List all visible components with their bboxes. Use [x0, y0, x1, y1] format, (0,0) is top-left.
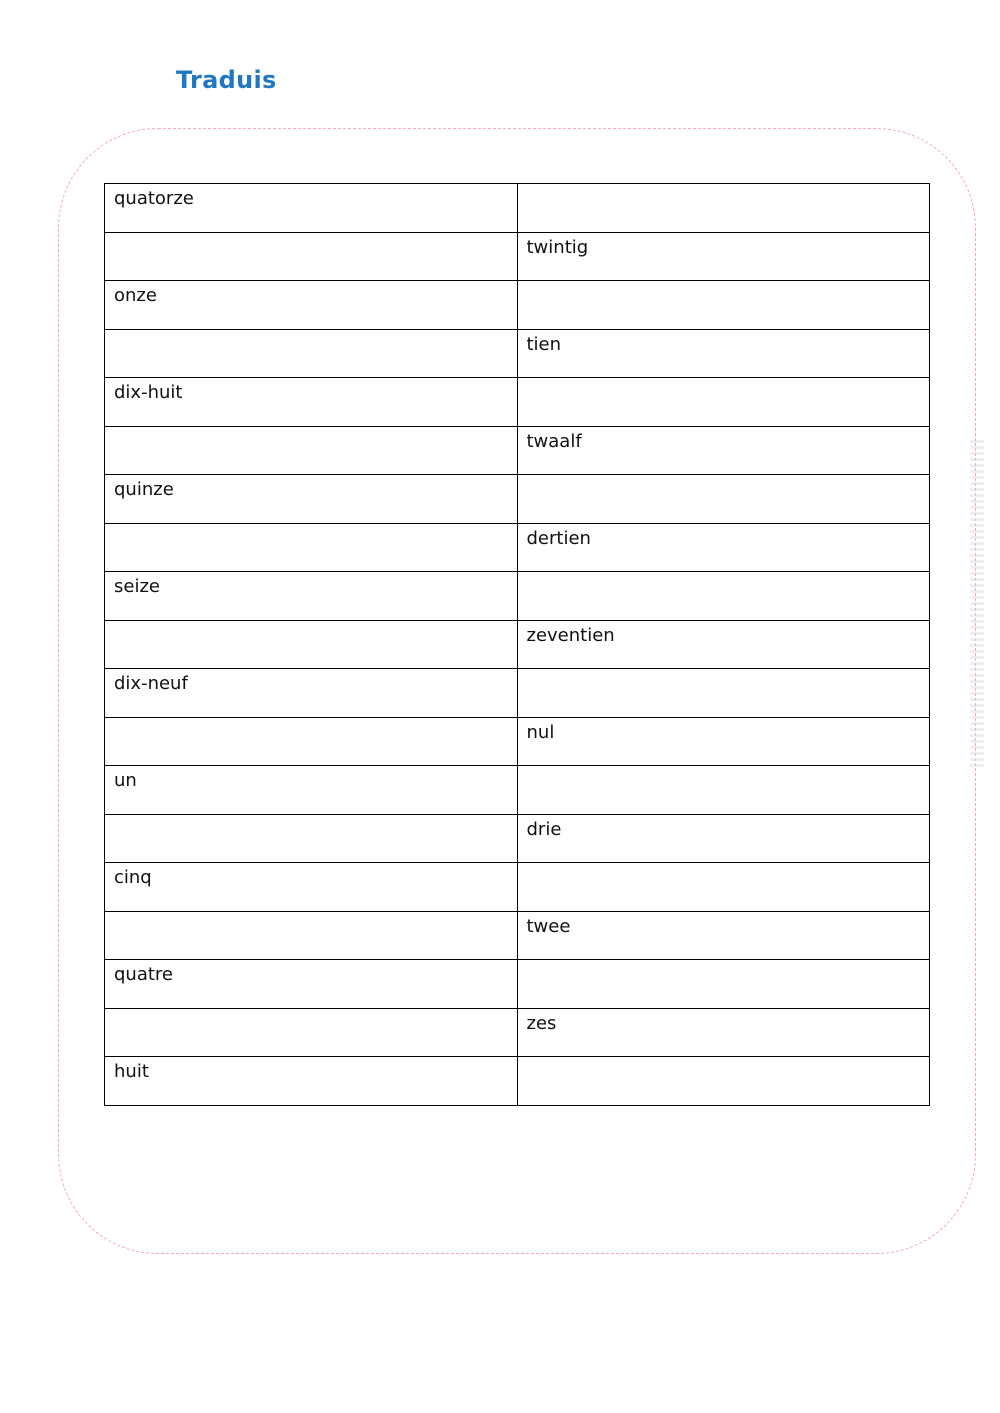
- table-row: [105, 863, 930, 912]
- table-row: [105, 814, 930, 863]
- french-word-cell: cinq: [105, 863, 518, 912]
- french-word-cell: un: [105, 766, 518, 815]
- french-word-cell: quatre: [105, 960, 518, 1009]
- dutch-word-cell[interactable]: [517, 960, 930, 1009]
- french-word-cell[interactable]: [105, 1008, 518, 1057]
- french-word-cell[interactable]: [105, 232, 518, 281]
- page-title: Traduis: [176, 66, 277, 94]
- table-row: [105, 960, 930, 1009]
- table-row: [105, 329, 930, 378]
- dutch-word-cell[interactable]: [517, 766, 930, 815]
- french-word-cell: seize: [105, 572, 518, 621]
- table-row: [105, 523, 930, 572]
- table-row: [105, 426, 930, 475]
- table-row: [105, 1057, 930, 1106]
- table-row: [105, 1008, 930, 1057]
- dutch-word-cell[interactable]: [517, 378, 930, 427]
- french-word-cell: dix-huit: [105, 378, 518, 427]
- table-row: [105, 911, 930, 960]
- dutch-word-cell[interactable]: [517, 669, 930, 718]
- dutch-word-cell: twee: [517, 911, 930, 960]
- french-word-cell: dix-neuf: [105, 669, 518, 718]
- table-row: [105, 717, 930, 766]
- table-row: [105, 572, 930, 621]
- table-row: [105, 378, 930, 427]
- dutch-word-cell[interactable]: [517, 281, 930, 330]
- french-word-cell[interactable]: [105, 523, 518, 572]
- dutch-word-cell[interactable]: [517, 863, 930, 912]
- dutch-word-cell[interactable]: [517, 184, 930, 233]
- french-word-cell: quinze: [105, 475, 518, 524]
- dutch-word-cell[interactable]: [517, 475, 930, 524]
- dutch-word-cell[interactable]: [517, 572, 930, 621]
- table-row: [105, 669, 930, 718]
- dutch-word-cell: zeventien: [517, 620, 930, 669]
- french-word-cell[interactable]: [105, 426, 518, 475]
- dutch-word-cell: zes: [517, 1008, 930, 1057]
- dutch-word-cell: tien: [517, 329, 930, 378]
- table-row: [105, 475, 930, 524]
- dutch-word-cell: dertien: [517, 523, 930, 572]
- table-row: [105, 766, 930, 815]
- table-row: [105, 184, 930, 233]
- dutch-word-cell: nul: [517, 717, 930, 766]
- dutch-word-cell[interactable]: [517, 1057, 930, 1106]
- dutch-word-cell: twintig: [517, 232, 930, 281]
- french-word-cell: quatorze: [105, 184, 518, 233]
- side-watermark: [970, 440, 984, 770]
- french-word-cell[interactable]: [105, 329, 518, 378]
- table-row: [105, 620, 930, 669]
- table-row: [105, 281, 930, 330]
- french-word-cell[interactable]: [105, 814, 518, 863]
- french-word-cell[interactable]: [105, 911, 518, 960]
- french-word-cell: onze: [105, 281, 518, 330]
- french-word-cell[interactable]: [105, 717, 518, 766]
- table-row: [105, 232, 930, 281]
- dutch-word-cell: drie: [517, 814, 930, 863]
- french-word-cell[interactable]: [105, 620, 518, 669]
- french-word-cell: huit: [105, 1057, 518, 1106]
- dutch-word-cell: twaalf: [517, 426, 930, 475]
- translation-table: [104, 183, 930, 1106]
